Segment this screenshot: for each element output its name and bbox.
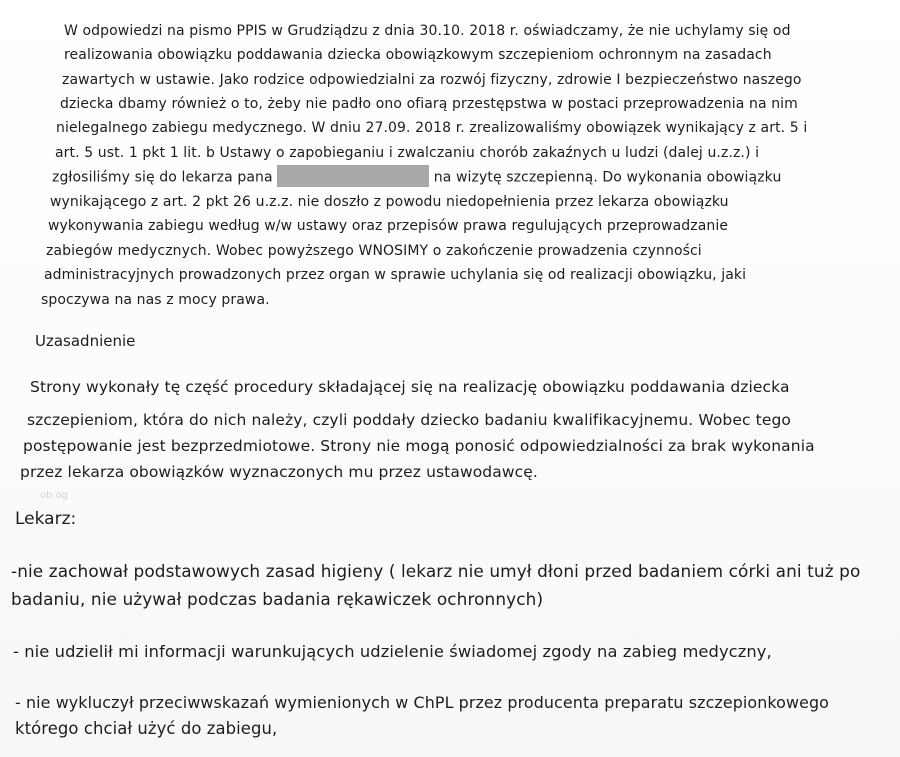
paragraph-1-line: wykonywania zabiegu według w/w ustawy oraz przepisów prawa regulujących przeprowadzanie	[48, 218, 729, 234]
list-item-line: badaniu, nie używał podczas badania rękawiczek ochronnych)	[11, 589, 544, 609]
paragraph-1-line: realizowania obowiązku poddawania dziecka obowiązkowym szczepieniom ochronnym na zasadach	[64, 47, 772, 63]
list-item-line: -nie zachował podstawowych zasad higieny ( lekarz nie umył dłoni przed badaniem córki ani tuż po	[11, 561, 861, 581]
line-start: zgłosiliśmy się do lekarza pana	[52, 169, 273, 186]
doctor-label: Lekarz:	[15, 509, 77, 529]
redacted-name	[277, 165, 429, 187]
paragraph-2-line: Strony wykonały tę część procedury składającej się na realizację obowiązku poddawania dziecka	[30, 378, 790, 396]
paragraph-1-line: W odpowiedzi na pismo PPIS w Grudziądzu z dnia 30.10. 2018 r. oświadczamy, że nie uchylamy się od	[64, 23, 791, 39]
paragraph-2-line: szczepieniom, która do nich należy, czyli poddały dziecko badaniu kwalifikacyjnemu. Wobec tego	[27, 411, 791, 429]
list-item-line: - nie wykluczył przeciwwskazań wymienionych w ChPL przez producenta preparatu szczepionkowego	[15, 693, 829, 712]
list-item-line: którego chciał użyć do zabiegu,	[15, 719, 278, 738]
bleed-through-mark: ob og	[40, 490, 69, 501]
paragraph-1-line: zabiegów medycznych. Wobec powyższego WNOSIMY o zakończenie prowadzenia czynności	[46, 243, 702, 259]
line-end: na wizytę szczepienną. Do wykonania obowiązku	[433, 169, 782, 186]
paragraph-2-line: przez lekarza obowiązków wyznaczonych mu przez ustawodawcę.	[20, 463, 538, 481]
paragraph-2-line: postępowanie jest bezprzedmiotowe. Strony nie mogą ponosić odpowiedzialności za brak wykonania	[23, 437, 815, 455]
paragraph-1-line: dziecka dbamy również o to, żeby nie padło ono ofiarą przestępstwa w postaci przeprowadzenia na nim	[60, 96, 798, 112]
paragraph-1-line: spoczywa na nas z mocy prawa.	[41, 292, 270, 308]
paragraph-1-line	[52, 168, 781, 187]
paragraph-1-line: wynikającego z art. 2 pkt 26 u.z.z. nie doszło z powodu niedopełnienia przez lekarza obowiązku	[50, 194, 729, 210]
paragraph-1-line: nielegalnego zabiegu medycznego. W dniu 27.09. 2018 r. zrealizowaliśmy obowiązek wynikający z art. 5 i	[56, 120, 808, 136]
list-item-line: - nie udzielił mi informacji warunkujących udzielenie świadomej zgody na zabieg medyczny,	[13, 642, 772, 661]
paragraph-1-line: art. 5 ust. 1 pkt 1 lit. b Ustawy o zapobieganiu i zwalczaniu chorób zakaźnych u ludzi (dalej u.z.z.) i	[55, 145, 760, 161]
section-heading: Uzasadnienie	[35, 332, 136, 350]
paragraph-1-line: zawartych w ustawie. Jako rodzice odpowiedzialni za rozwój fizyczny, zdrowie I bezpieczeństwo naszego	[62, 72, 802, 88]
paragraph-1-line: administracyjnych prowadzonych przez organ w sprawie uchylania się od realizacji obowiązku, jaki	[44, 267, 747, 283]
